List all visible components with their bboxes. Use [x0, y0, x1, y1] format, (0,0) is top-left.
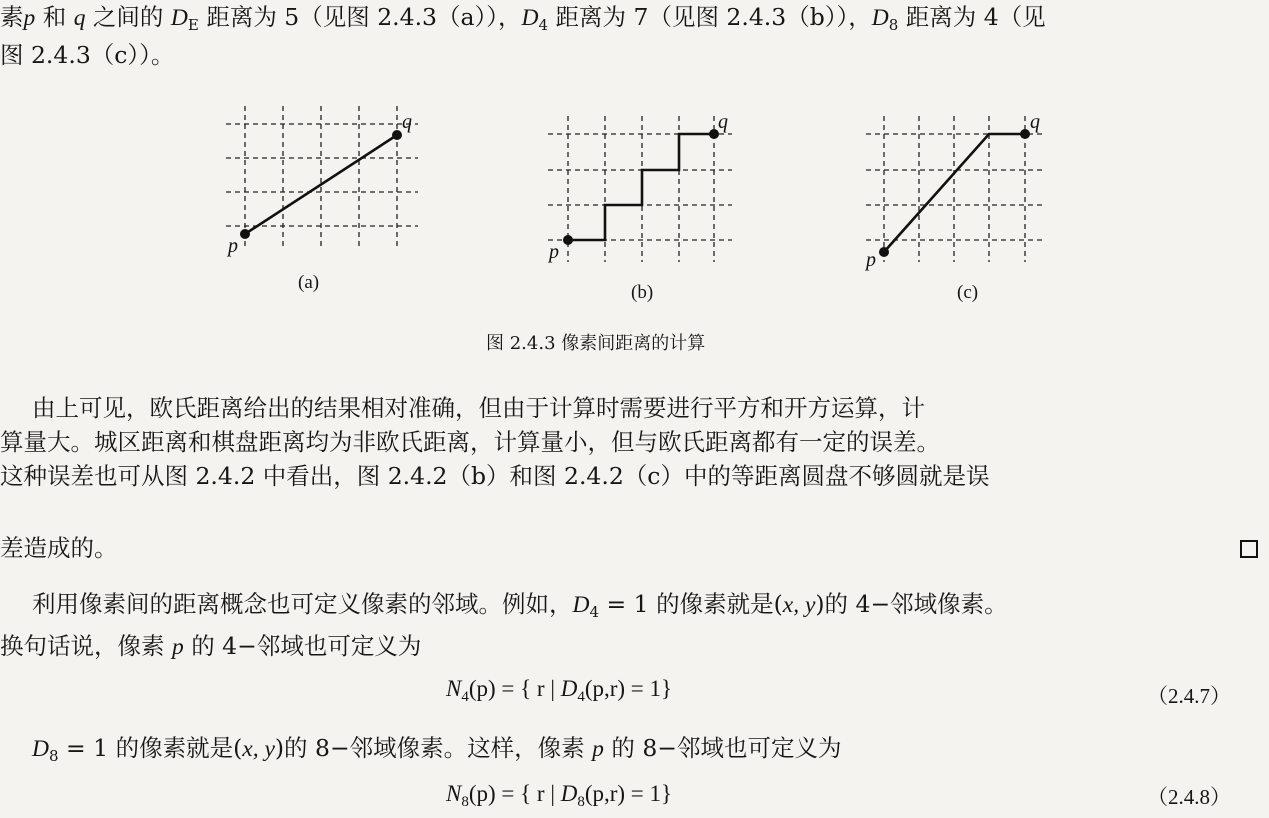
- figure-caption: 图 2.4.3 像素间距离的计算: [486, 333, 706, 354]
- subscript: 8: [888, 16, 899, 34]
- subscript: 4: [538, 16, 549, 34]
- text: )的 8−邻域像素。这样，像素: [274, 734, 593, 762]
- var-p: p: [592, 736, 604, 762]
- paragraph-2-line-1: [32, 589, 1008, 627]
- text: 之间的: [85, 3, 171, 31]
- point-p: [879, 247, 889, 257]
- var-N: N: [446, 676, 462, 701]
- paragraph-1-line-3: [0, 461, 989, 491]
- equation-number: （2.4.7）: [1147, 684, 1231, 708]
- label-p: p: [866, 249, 876, 271]
- var-D: D: [32, 736, 49, 762]
- subscript: 4: [461, 689, 469, 705]
- paragraph-1-line-2: [0, 427, 940, 457]
- text: = 1 的像素就是(: [599, 590, 783, 618]
- label-p: p: [549, 241, 559, 263]
- euclidean-path: [245, 135, 397, 234]
- var-D: D: [560, 676, 578, 701]
- text: 图 2.4.3（c））。: [0, 41, 175, 69]
- var-p: p: [23, 5, 36, 31]
- subscript: 8: [461, 794, 469, 810]
- label-q: q: [402, 111, 412, 133]
- var-xy: x, y: [242, 736, 275, 762]
- text: 距离为 5（见图 2.4.3（a）），: [198, 3, 522, 31]
- paragraph-1-line-4: [0, 533, 118, 563]
- var-N: N: [446, 781, 462, 806]
- text: (p) = { r |: [468, 781, 561, 806]
- paragraph-3-line-1: [32, 733, 841, 771]
- label-p: p: [228, 235, 238, 257]
- text: )的 4−邻域像素。: [815, 590, 1008, 618]
- text: 差造成的。: [0, 534, 118, 562]
- text: 算量大。城区距离和棋盘距离均为非欧氏距离，计算量小，但与欧氏距离都有一定的误差。: [0, 428, 940, 456]
- equation-2-4-8: [446, 781, 672, 811]
- text: (p,r) = 1}: [584, 676, 673, 701]
- panel-label-b: (b): [631, 282, 654, 303]
- text: = 1 的像素就是(: [58, 734, 243, 762]
- panel-label-c: (c): [957, 282, 979, 303]
- var-D: D: [521, 5, 539, 31]
- subscript: E: [187, 16, 199, 34]
- label-q: q: [1030, 111, 1040, 133]
- var-D: D: [572, 592, 590, 618]
- distance-figure: [0, 0, 1269, 330]
- subscript: 4: [589, 603, 600, 621]
- point-q: [392, 130, 402, 140]
- paragraph-1-line-1: [32, 393, 925, 423]
- city-block-path: [568, 134, 714, 240]
- equation-2-4-7: [446, 676, 672, 706]
- var-xy: x, y: [782, 592, 816, 618]
- subscript: 8: [577, 794, 585, 810]
- paragraph-2-line-2: [0, 631, 421, 662]
- point-p: [240, 229, 250, 239]
- var-D: D: [560, 781, 578, 806]
- panel-label-a: (a): [298, 272, 320, 293]
- end-of-proof-box: [1240, 540, 1258, 558]
- text: 这种误差也可从图 2.4.2 中看出，图 2.4.2（b）和图 2.4.2（c）中的等距离圆盘不够圆就是误: [0, 462, 990, 490]
- var-q: q: [73, 5, 86, 31]
- text: 的 4−邻域也可定义为: [183, 632, 422, 660]
- point-p: [563, 235, 573, 245]
- text: (p) = { r |: [468, 676, 561, 701]
- text: 素: [0, 3, 24, 31]
- text: 距离为 4（见: [898, 3, 1046, 31]
- text: 和: [35, 3, 74, 31]
- equation-number: （2.4.8）: [1147, 785, 1231, 809]
- var-D: D: [871, 5, 889, 31]
- text: 利用像素间的距离概念也可定义像素的邻域。例如，: [32, 590, 573, 618]
- text: 由上可见，欧氏距离给出的结果相对准确，但由于计算时需要进行平方和开方运算，计: [32, 394, 925, 422]
- subscript: 8: [48, 747, 59, 765]
- text: 的 8−邻域也可定义为: [603, 734, 842, 762]
- subscript: 4: [577, 689, 585, 705]
- text: 距离为 7（见图 2.4.3（b）），: [548, 3, 872, 31]
- label-q: q: [718, 111, 728, 133]
- var-p: p: [171, 634, 184, 660]
- text: 换句话说，像素: [0, 632, 172, 660]
- var-D: D: [170, 5, 188, 31]
- text: (p,r) = 1}: [584, 781, 673, 806]
- point-q: [1020, 129, 1030, 139]
